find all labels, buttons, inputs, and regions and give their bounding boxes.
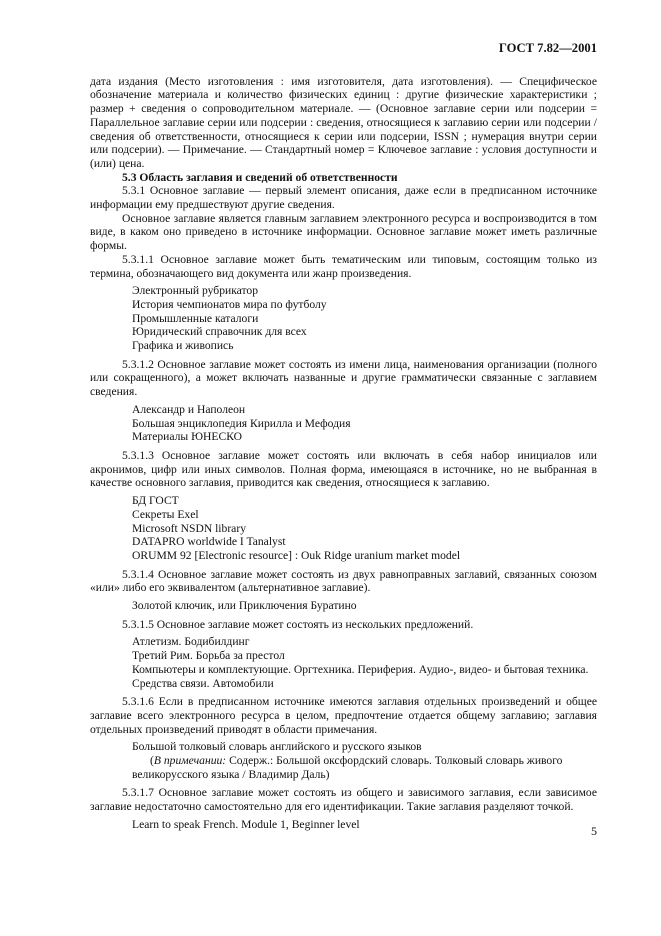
intro-paragraph: дата издания (Место изготовления : имя изготовителя, дата изготовления). — Специфическое обозначение материала и количество физических единиц : другие физические характеристики ; размер + сведения о сопроводительном материале. — (Основное заглавие серии или подсерии = Параллельное заглавие серии или подсерии : сведения, относящиеся к заглавию серии или подсерии / сведения об ответственности, относящиеся к серии или подсерии, ISSN ; нумерация внутри серии или подсерии). — Примечание. — Стандартный номер = Ключевое заглавие : условия доступности и (или) цена. <box>90 74 597 170</box>
example-line: Большая энциклопедия Кирилла и Мефодия <box>132 416 351 430</box>
page-number: 5 <box>591 824 597 838</box>
example-line: Александр и Наполеон <box>132 402 246 416</box>
paragraph-5-3-1-5: 5.3.1.5 Основное заглавие может состоять из нескольких предложений. <box>122 617 474 631</box>
examples-5-3-1-2 <box>132 403 597 444</box>
example-line: Секреты Exel <box>132 507 199 521</box>
example-line: ORUMM 92 [Electronic resource] : Ouk Ridge uranium market model <box>132 548 461 562</box>
example-line: Microsoft NSDN library <box>132 521 246 535</box>
example-line: Материалы ЮНЕСКО <box>132 430 243 444</box>
example-line: БД ГОСТ <box>132 494 179 508</box>
standard-code-header: ГОСТ 7.82—2001 <box>498 41 597 55</box>
example-line: Промышленные каталоги <box>132 311 259 325</box>
section-title: 5.3 Область заглавия и сведений об ответственности <box>122 170 398 184</box>
example-line: Атлетизм. Бодибилдинг <box>132 635 250 649</box>
example-line: DATAPRO worldwide I Tanalyst <box>132 535 286 549</box>
example-note <box>132 754 597 781</box>
paragraph-5-3-1-1: 5.3.1.1 Основное заглавие может быть тематическим или типовым, состоящим только из термина, обозначающего вид документа или жанр произведения. <box>90 252 597 280</box>
paragraph-5-3-1-cont: Основное заглавие является главным заглавием электронного ресурса и воспроизводится в том виде, в каком оно приведено в источнике информации. Основное заглавие может иметь различные формы. <box>90 211 597 253</box>
paragraph-5-3-1-7: 5.3.1.7 Основное заглавие может состоять из общего и зависимого заглавия, если зависимое заглавие недостаточно самостоятельно для его идентификации. Такие заглавия разделяют точкой. <box>90 786 597 814</box>
examples-5-3-1-5 <box>132 635 597 690</box>
note-open-paren: ( <box>150 754 154 768</box>
examples-5-3-1-6 <box>132 740 597 781</box>
paragraph-5-3-1-6: 5.3.1.6 Если в предписанном источнике имеются заглавия отдельных произведений и общее заглавие всего электронного ресурса в целом, предпочтение отдается общему заглавию; заглавия отдельных произведений приводят в области примечания. <box>90 695 597 736</box>
examples-5-3-1-4 <box>132 599 597 613</box>
example-line: Третий Рим. Борьба за престол <box>132 649 285 663</box>
examples-5-3-1-1 <box>132 284 597 353</box>
example-line: Learn to speak French. Module 1, Beginner level <box>132 817 360 831</box>
paragraph-5-3-1-2: 5.3.1.2 Основное заглавие может состоять из имени лица, наименования организации (полного или сокращенного), а может включать названные и другие грамматически связанные с заглавием сведения. <box>90 357 597 399</box>
example-line: История чемпионатов мира по футболу <box>132 297 327 311</box>
example-line: Юридический справочник для всех <box>132 325 307 339</box>
examples-5-3-1-7 <box>132 818 597 832</box>
example-line: Электронный рубрикатор <box>132 284 259 298</box>
example-line: Большой толковый словарь английского и русского языков <box>132 740 422 754</box>
example-line: Компьютеры и комплектующие. Оргтехника. Периферия. Аудио-, видео- и бытовая техника. Средства связи. Автомобили <box>132 662 589 690</box>
note-text: Содерж.: Большой оксфордский словарь. Толковый словарь живого великорусского языка / Владимир Даль) <box>132 754 563 781</box>
paragraph-5-3-1: 5.3.1 Основное заглавие — первый элемент описания, даже если в предписанном источнике информации ему предшествуют другие сведения. <box>90 184 597 212</box>
examples-5-3-1-3 <box>132 494 597 563</box>
paragraph-5-3-1-4: 5.3.1.4 Основное заглавие может состоять из двух равноправных заглавий, связанных союзом «или» либо его эквивалентом (альтернативное заглавие). <box>90 567 597 595</box>
note-label: В примечании: <box>153 754 227 768</box>
example-line: Графика и живопись <box>132 339 234 353</box>
example-line: Золотой ключик, или Приключения Буратино <box>132 599 357 613</box>
paragraph-5-3-1-3: 5.3.1.3 Основное заглавие может состоять или включать в себя набор инициалов или акронимов, цифр или иных символов. Полная форма, имеющаяся в источнике, но не выбранная в качестве основного заглавия, приводится как сведения, относящиеся к заглавию. <box>90 448 597 490</box>
